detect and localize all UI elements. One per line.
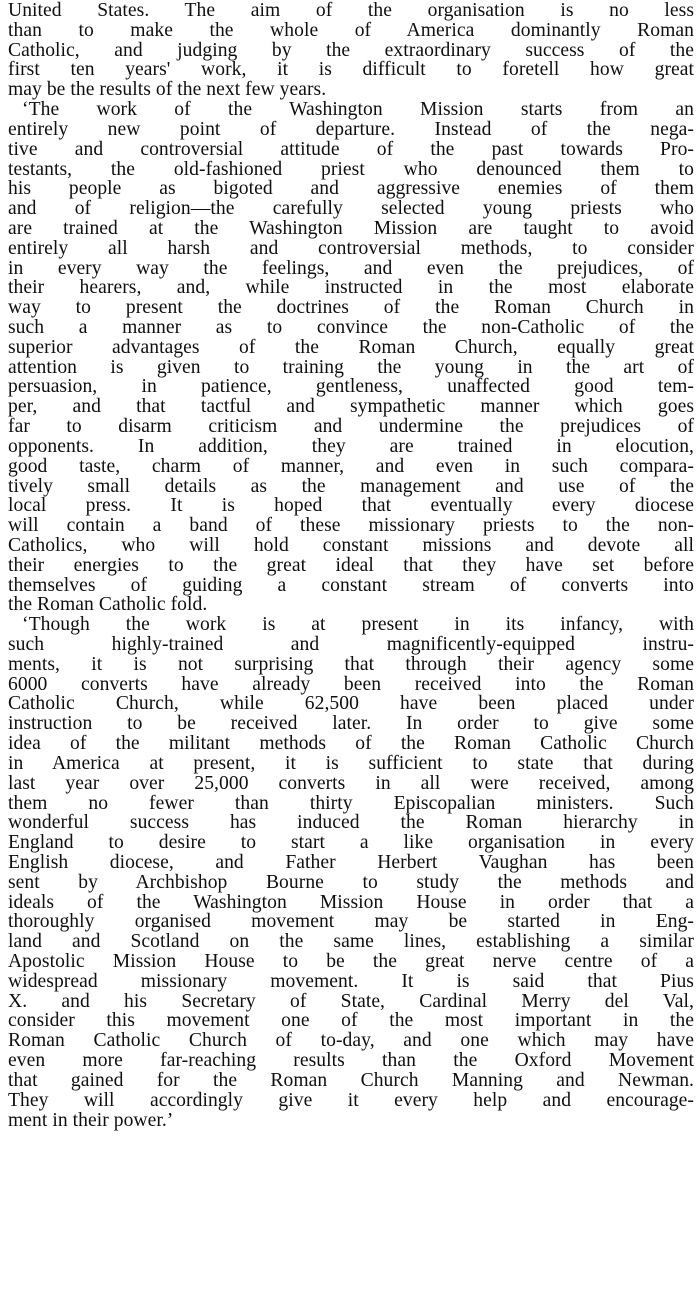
text-line: his people as bigoted and aggressive enemies of them [8,178,694,200]
text-line: England to desire to start a like organisation in every [8,832,694,854]
text-line: They will accordingly give it every help and encourage- [8,1089,694,1111]
text-line: such a manner as to convince the non-Catholic of the [8,317,694,338]
text-line: consider this movement one of the most important in the [8,1010,694,1032]
paragraph [8,100,694,615]
text-line: superior advantages of the Roman Church, equally great [8,336,694,358]
text-line: ‘Though the work is at present in its infancy, with [22,614,694,636]
text-line: even more far-reaching results than the Oxford Movement [8,1050,694,1072]
text-line: widespread missionary movement. It is said that Pius [8,970,694,992]
text-line: land and Scotland on the same lines, establishing a similar [8,931,694,953]
text-line: instruction to be received later. In order to give some [8,713,694,735]
text-line: United States. The aim of the organisation is no less [8,0,694,21]
article-text [8,0,694,1130]
text-line: in America at present, it is sufficient to state that during [8,752,694,774]
text-line: such highly-trained and magnificently-equipped instru- [8,634,694,655]
text-line: per, and that tactful and sympathetic manner which goes [8,396,694,418]
text-line: English diocese, and Father Herbert Vaughan has been [8,851,694,873]
text-line: tively small details as the management and use of the [8,475,694,497]
text-line: their energies to the great ideal that they have set before [8,554,694,576]
text-line: persuasion, in patience, gentleness, unaffected good tem- [8,376,694,398]
text-line: themselves of guiding a constant stream of converts into [8,574,694,596]
text-line: attention is given to training the young in the art of [8,356,694,378]
text-line: local press. It is hoped that eventually every diocese [8,495,694,517]
text-line: Catholic Church, while 62,500 have been placed under [8,693,694,715]
text-line: opponents. In addition, they are trained in elocution, [8,435,694,457]
text-line: good taste, charm of manner, and even in such compara- [8,455,694,477]
text-line: the Roman Catholic fold. [8,594,208,616]
text-line: may be the results of the next few years. [8,79,327,101]
text-line: Roman Catholic Church of to-day, and one which may have [8,1030,694,1052]
text-line: last year over 25,000 converts in all were received, among [8,772,694,794]
text-line: and of religion—the carefully selected young priests who [8,198,694,220]
text-line: tive and controversial attitude of the past towards Pro- [8,138,694,160]
text-line: will contain a band of these missionary priests to the non- [8,515,694,537]
paragraph [8,615,694,1130]
text-line: thoroughly organised movement may be started in Eng- [8,911,694,933]
text-line: than to make the whole of America dominantly Roman [8,19,694,41]
text-line: X. and his Secretary of State, Cardinal Merry del Val, [8,990,694,1012]
text-line: first ten years' work, it is difficult to foretell how great [8,59,694,81]
paragraph [8,1,694,100]
text-line: in every way the feelings, and even the prejudices, of [8,257,694,279]
text-line: 6000 converts have already been received into the Roman [8,673,694,695]
text-line: that gained for the Roman Church Manning and Newman. [8,1069,694,1091]
text-line: them no fewer than thirty Episcopalian ministers. Such [8,792,694,814]
text-line: sent by Archbishop Bourne to study the methods and [8,871,694,893]
text-line: ments, it is not surprising that through their agency some [8,653,694,675]
text-line: ‘The work of the Washington Mission starts from an [22,99,694,121]
text-line: Apostolic Mission House to be the great nerve centre of a [8,951,694,972]
text-line: ment in their power.’ [8,1109,174,1131]
text-line: testants, the old-fashioned priest who denounced them to [8,158,694,180]
text-line: far to disarm criticism and undermine the prejudices of [8,416,694,438]
text-line: their hearers, and, while instructed in the most elaborate [8,277,694,299]
text-line: wonderful success has induced the Roman hierarchy in [8,812,694,834]
text-line: entirely all harsh and controversial methods, to consider [8,237,694,259]
text-line: Catholics, who will hold constant missions and devote all [8,534,694,556]
text-line: ideals of the Washington Mission House in order that a [8,891,694,913]
text-line: way to present the doctrines of the Roman Church in [8,297,694,319]
text-line: idea of the militant methods of the Roman Catholic Church [8,733,694,755]
text-line: entirely new point of departure. Instead of the nega- [8,118,694,140]
text-line: are trained at the Washington Mission are taught to avoid [8,217,694,239]
text-line: Catholic, and judging by the extraordinary success of the [8,39,694,61]
